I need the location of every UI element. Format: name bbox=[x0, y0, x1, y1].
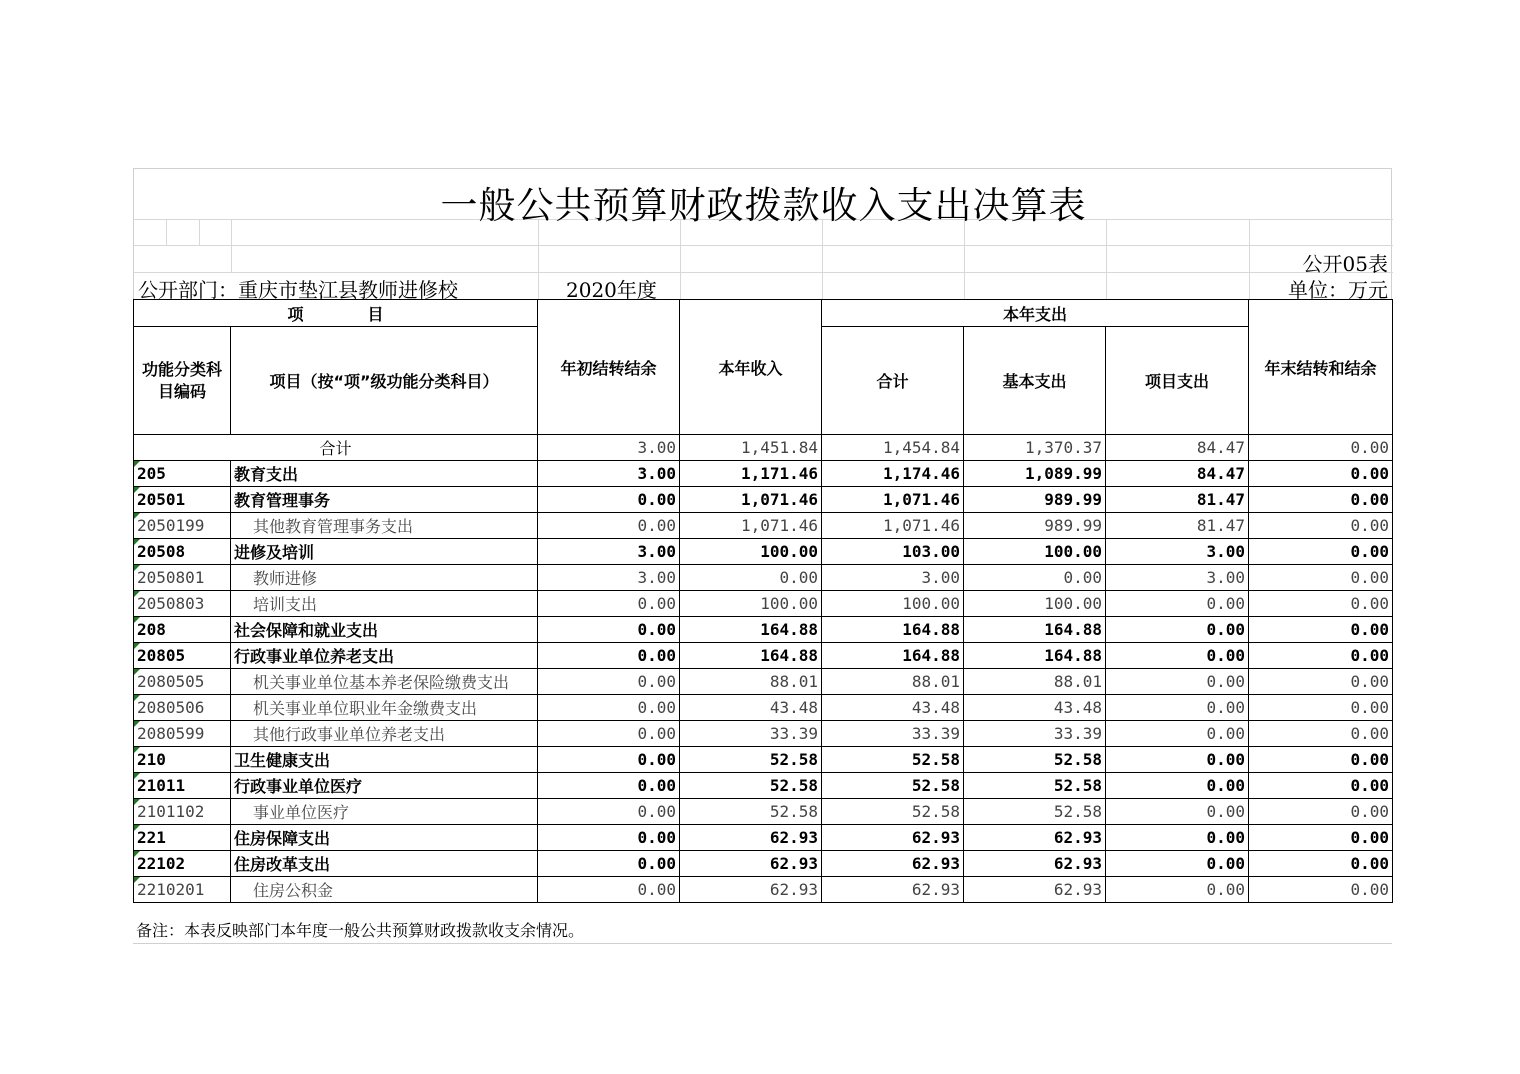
gridline bbox=[1106, 219, 1107, 300]
row-opening: 3.00 bbox=[538, 539, 680, 565]
row-expenditure: 1,071.46 bbox=[822, 487, 964, 513]
row-closing: 0.00 bbox=[1249, 721, 1393, 747]
row-expenditure: 52.58 bbox=[822, 747, 964, 773]
row-expenditure: 52.58 bbox=[822, 773, 964, 799]
row-income: 1,071.46 bbox=[680, 513, 822, 539]
unit-label: 单位：万元 bbox=[1288, 278, 1388, 302]
row-project: 0.00 bbox=[1106, 669, 1249, 695]
row-project: 0.00 bbox=[1106, 591, 1249, 617]
row-income: 52.58 bbox=[680, 799, 822, 825]
row-code: 208 bbox=[134, 617, 231, 643]
row-expenditure: 88.01 bbox=[822, 669, 964, 695]
row-expenditure: 164.88 bbox=[822, 617, 964, 643]
total-closing: 0.00 bbox=[1249, 435, 1393, 461]
row-basic: 52.58 bbox=[964, 747, 1106, 773]
row-basic: 43.48 bbox=[964, 695, 1106, 721]
row-income: 100.00 bbox=[680, 591, 822, 617]
row-project: 84.47 bbox=[1106, 461, 1249, 487]
row-project: 0.00 bbox=[1106, 851, 1249, 877]
row-income: 100.00 bbox=[680, 539, 822, 565]
row-code: 2210201 bbox=[134, 877, 231, 903]
row-expenditure: 1,071.46 bbox=[822, 513, 964, 539]
header-name: 项目（按“项”级功能分类科目） bbox=[231, 327, 538, 435]
row-income: 62.93 bbox=[680, 851, 822, 877]
row-income: 88.01 bbox=[680, 669, 822, 695]
row-name: 卫生健康支出 bbox=[231, 747, 538, 773]
row-opening: 0.00 bbox=[538, 643, 680, 669]
table-row bbox=[134, 591, 1393, 617]
row-project: 0.00 bbox=[1106, 721, 1249, 747]
row-name: 其他行政事业单位养老支出 bbox=[231, 721, 538, 747]
row-opening: 0.00 bbox=[538, 747, 680, 773]
row-code: 2050803 bbox=[134, 591, 231, 617]
header-closing-balance: 年末结转和结余 bbox=[1249, 300, 1393, 435]
row-name: 教师进修 bbox=[231, 565, 538, 591]
row-closing: 0.00 bbox=[1249, 539, 1393, 565]
row-closing: 0.00 bbox=[1249, 669, 1393, 695]
row-income: 62.93 bbox=[680, 825, 822, 851]
table-row bbox=[134, 851, 1393, 877]
table-row bbox=[134, 487, 1393, 513]
row-opening: 0.00 bbox=[538, 591, 680, 617]
total-label: 合计 bbox=[134, 435, 538, 461]
department-label: 公开部门：重庆市垫江县教师进修校 bbox=[138, 278, 458, 302]
row-basic: 100.00 bbox=[964, 591, 1106, 617]
header-code: 功能分类科目编码 bbox=[134, 327, 231, 435]
budget-table bbox=[133, 299, 1393, 903]
row-name: 社会保障和就业支出 bbox=[231, 617, 538, 643]
row-basic: 62.93 bbox=[964, 825, 1106, 851]
row-expenditure: 43.48 bbox=[822, 695, 964, 721]
row-opening: 0.00 bbox=[538, 617, 680, 643]
row-opening: 3.00 bbox=[538, 461, 680, 487]
table-row bbox=[134, 825, 1393, 851]
row-income: 33.39 bbox=[680, 721, 822, 747]
row-code: 221 bbox=[134, 825, 231, 851]
row-code: 20501 bbox=[134, 487, 231, 513]
row-basic: 0.00 bbox=[964, 565, 1106, 591]
row-project: 0.00 bbox=[1106, 643, 1249, 669]
row-closing: 0.00 bbox=[1249, 513, 1393, 539]
row-closing: 0.00 bbox=[1249, 461, 1393, 487]
row-basic: 164.88 bbox=[964, 643, 1106, 669]
row-opening: 0.00 bbox=[538, 773, 680, 799]
gridline bbox=[822, 219, 823, 300]
row-name: 行政事业单位医疗 bbox=[231, 773, 538, 799]
table-row bbox=[134, 799, 1393, 825]
row-basic: 62.93 bbox=[964, 877, 1106, 903]
row-closing: 0.00 bbox=[1249, 773, 1393, 799]
row-code: 21011 bbox=[134, 773, 231, 799]
row-code: 2050199 bbox=[134, 513, 231, 539]
total-income: 1,451.84 bbox=[680, 435, 822, 461]
header-expenditure-group: 本年支出 bbox=[822, 300, 1249, 327]
row-income: 52.58 bbox=[680, 773, 822, 799]
gridline bbox=[134, 245, 1393, 246]
row-opening: 0.00 bbox=[538, 851, 680, 877]
row-opening: 0.00 bbox=[538, 721, 680, 747]
row-expenditure: 62.93 bbox=[822, 825, 964, 851]
row-expenditure: 103.00 bbox=[822, 539, 964, 565]
row-name: 事业单位医疗 bbox=[231, 799, 538, 825]
row-opening: 0.00 bbox=[538, 513, 680, 539]
row-income: 0.00 bbox=[680, 565, 822, 591]
row-expenditure: 3.00 bbox=[822, 565, 964, 591]
table-row bbox=[134, 565, 1393, 591]
header-income: 本年收入 bbox=[680, 300, 822, 435]
row-basic: 33.39 bbox=[964, 721, 1106, 747]
header-opening-balance: 年初结转结余 bbox=[538, 300, 680, 435]
row-income: 1,171.46 bbox=[680, 461, 822, 487]
row-basic: 100.00 bbox=[964, 539, 1106, 565]
table-row bbox=[134, 669, 1393, 695]
row-expenditure: 100.00 bbox=[822, 591, 964, 617]
row-project: 0.00 bbox=[1106, 617, 1249, 643]
row-name: 机关事业单位职业年金缴费支出 bbox=[231, 695, 538, 721]
row-basic: 62.93 bbox=[964, 851, 1106, 877]
row-project: 0.00 bbox=[1106, 695, 1249, 721]
row-closing: 0.00 bbox=[1249, 877, 1393, 903]
row-project: 0.00 bbox=[1106, 799, 1249, 825]
row-closing: 0.00 bbox=[1249, 825, 1393, 851]
total-opening: 3.00 bbox=[538, 435, 680, 461]
row-project: 81.47 bbox=[1106, 487, 1249, 513]
table-row bbox=[134, 461, 1393, 487]
gridline bbox=[680, 219, 681, 300]
row-closing: 0.00 bbox=[1249, 747, 1393, 773]
row-closing: 0.00 bbox=[1249, 643, 1393, 669]
row-code: 2080505 bbox=[134, 669, 231, 695]
row-opening: 0.00 bbox=[538, 877, 680, 903]
table-row bbox=[134, 513, 1393, 539]
table-row bbox=[134, 539, 1393, 565]
row-income: 1,071.46 bbox=[680, 487, 822, 513]
row-project: 0.00 bbox=[1106, 747, 1249, 773]
total-expenditure: 1,454.84 bbox=[822, 435, 964, 461]
footnote: 备注：本表反映部门本年度一般公共预算财政拨款收支余情况。 bbox=[133, 920, 1392, 944]
row-basic: 52.58 bbox=[964, 799, 1106, 825]
gridline bbox=[538, 219, 539, 300]
row-name: 住房保障支出 bbox=[231, 825, 538, 851]
row-expenditure: 164.88 bbox=[822, 643, 964, 669]
row-name: 机关事业单位基本养老保险缴费支出 bbox=[231, 669, 538, 695]
row-project: 0.00 bbox=[1106, 773, 1249, 799]
gridline bbox=[964, 219, 965, 300]
header-total: 合计 bbox=[822, 327, 964, 435]
table-row bbox=[134, 877, 1393, 903]
table-row bbox=[134, 695, 1393, 721]
row-name: 教育支出 bbox=[231, 461, 538, 487]
row-basic: 88.01 bbox=[964, 669, 1106, 695]
row-code: 2080506 bbox=[134, 695, 231, 721]
row-project: 81.47 bbox=[1106, 513, 1249, 539]
row-name: 住房公积金 bbox=[231, 877, 538, 903]
form-id: 公开05表 bbox=[1302, 252, 1388, 276]
row-expenditure: 33.39 bbox=[822, 721, 964, 747]
header-basic: 基本支出 bbox=[964, 327, 1106, 435]
row-opening: 0.00 bbox=[538, 669, 680, 695]
header-project: 项目支出 bbox=[1106, 327, 1249, 435]
row-income: 164.88 bbox=[680, 617, 822, 643]
row-income: 164.88 bbox=[680, 643, 822, 669]
sheet-header-area bbox=[133, 168, 1392, 302]
table-row bbox=[134, 747, 1393, 773]
row-name: 行政事业单位养老支出 bbox=[231, 643, 538, 669]
row-expenditure: 62.93 bbox=[822, 851, 964, 877]
total-project: 84.47 bbox=[1106, 435, 1249, 461]
row-code: 20508 bbox=[134, 539, 231, 565]
row-code: 2050801 bbox=[134, 565, 231, 591]
table-body bbox=[134, 461, 1393, 903]
row-income: 52.58 bbox=[680, 747, 822, 773]
table-row bbox=[134, 617, 1393, 643]
row-closing: 0.00 bbox=[1249, 695, 1393, 721]
row-code: 22102 bbox=[134, 851, 231, 877]
table-row bbox=[134, 721, 1393, 747]
row-income: 43.48 bbox=[680, 695, 822, 721]
row-expenditure: 62.93 bbox=[822, 877, 964, 903]
row-closing: 0.00 bbox=[1249, 617, 1393, 643]
row-name: 培训支出 bbox=[231, 591, 538, 617]
row-expenditure: 1,174.46 bbox=[822, 461, 964, 487]
total-row bbox=[134, 435, 1393, 461]
row-project: 0.00 bbox=[1106, 825, 1249, 851]
row-code: 2101102 bbox=[134, 799, 231, 825]
row-opening: 3.00 bbox=[538, 565, 680, 591]
table-row bbox=[134, 643, 1393, 669]
row-opening: 0.00 bbox=[538, 487, 680, 513]
fiscal-year: 2020年度 bbox=[566, 278, 657, 302]
row-closing: 0.00 bbox=[1249, 591, 1393, 617]
row-closing: 0.00 bbox=[1249, 851, 1393, 877]
row-name: 住房改革支出 bbox=[231, 851, 538, 877]
row-basic: 164.88 bbox=[964, 617, 1106, 643]
row-income: 62.93 bbox=[680, 877, 822, 903]
row-code: 205 bbox=[134, 461, 231, 487]
row-closing: 0.00 bbox=[1249, 799, 1393, 825]
row-closing: 0.00 bbox=[1249, 565, 1393, 591]
row-opening: 0.00 bbox=[538, 825, 680, 851]
row-expenditure: 52.58 bbox=[822, 799, 964, 825]
row-project: 3.00 bbox=[1106, 539, 1249, 565]
row-project: 0.00 bbox=[1106, 877, 1249, 903]
row-code: 210 bbox=[134, 747, 231, 773]
row-name: 其他教育管理事务支出 bbox=[231, 513, 538, 539]
gridline bbox=[134, 272, 1393, 273]
row-opening: 0.00 bbox=[538, 799, 680, 825]
row-basic: 989.99 bbox=[964, 513, 1106, 539]
row-basic: 52.58 bbox=[964, 773, 1106, 799]
row-closing: 0.00 bbox=[1249, 487, 1393, 513]
row-project: 3.00 bbox=[1106, 565, 1249, 591]
row-code: 2080599 bbox=[134, 721, 231, 747]
row-opening: 0.00 bbox=[538, 695, 680, 721]
total-basic: 1,370.37 bbox=[964, 435, 1106, 461]
gridline bbox=[1249, 219, 1250, 300]
row-name: 进修及培训 bbox=[231, 539, 538, 565]
row-basic: 1,089.99 bbox=[964, 461, 1106, 487]
page-title: 一般公共预算财政拨款收入支出决算表 bbox=[440, 184, 1087, 227]
row-code: 20805 bbox=[134, 643, 231, 669]
header-item-group: 项 目 bbox=[134, 300, 538, 327]
row-name: 教育管理事务 bbox=[231, 487, 538, 513]
row-basic: 989.99 bbox=[964, 487, 1106, 513]
table-row bbox=[134, 773, 1393, 799]
